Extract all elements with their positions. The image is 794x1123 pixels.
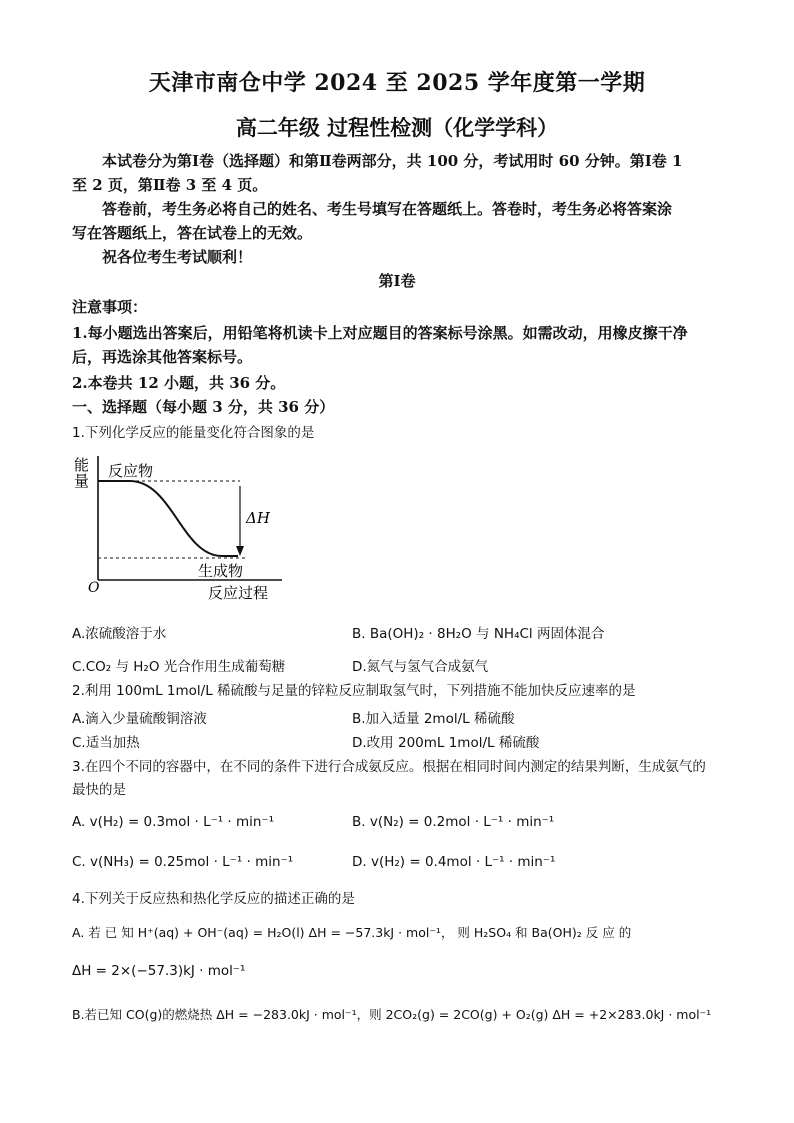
q2-option-d: D.改用 200mL 1mol/L 稀硫酸 [352, 735, 540, 751]
q2-stem: 2.利用 100mL 1mol/L 稀硫酸与足量的锌粒反应制取氢气时，下列措施不能加快反应速率的是 [72, 683, 636, 699]
energy-curve [98, 481, 238, 556]
exam-subtitle: 高二年级 过程性检测（化学学科） [235, 115, 559, 140]
energy-diagram [72, 448, 292, 606]
q3-stem-2: 最快的是 [72, 782, 126, 798]
x-label: 反应过程 [208, 584, 269, 602]
delta-arrowhead [236, 546, 244, 556]
q3-option-d: D. v(H₂) = 0.4mol · L⁻¹ · min⁻¹ [352, 854, 556, 870]
q3-option-a: A. v(H₂) = 0.3mol · L⁻¹ · min⁻¹ [72, 814, 274, 830]
part-heading: 一、选择题（每小题 3 分，共 36 分） [72, 398, 335, 416]
q2-option-c: C.适当加热 [72, 735, 140, 751]
q4-option-b: B.若已知 CO(g)的燃烧热 ΔH = −283.0kJ · mol⁻¹，则 2CO₂(g) = 2CO(g) + O₂(g) ΔH = +2×283.0kJ · mol⁻¹ [72, 1007, 712, 1022]
q1-option-c: C.CO₂ 与 H₂O 光合作用生成葡萄糖 [72, 659, 286, 675]
y-label-1: 能 [74, 456, 90, 474]
q3-option-c: C. v(NH₃) = 0.25mol · L⁻¹ · min⁻¹ [72, 854, 294, 870]
q1-option-d: D.氮气与氢气合成氨气 [352, 659, 489, 675]
q2-option-b: B.加入适量 2mol/L 稀硫酸 [352, 711, 515, 727]
q1-option-b: B. Ba(OH)₂ · 8H₂O 与 NH₄Cl 两固体混合 [352, 626, 605, 642]
note-1a: 1.每小题选出答案后，用铅笔将机读卡上对应题目的答案标号涂黑。如需改动，用橡皮擦干净 [72, 324, 688, 342]
section-title: 第Ⅰ卷 [378, 272, 416, 290]
q4-option-a-line-2: ΔH = 2×(−57.3)kJ · mol⁻¹ [72, 963, 246, 979]
intro-line-5: 祝各位考生考试顺利！ [102, 248, 253, 266]
intro-line-1: 本试卷分为第Ⅰ卷（选择题）和第Ⅱ卷两部分，共 100 分，考试用时 60 分钟。第Ⅰ卷 1 [102, 152, 683, 170]
reactant-label: 反应物 [108, 462, 154, 480]
q1-stem: 1.下列化学反应的能量变化符合图象的是 [72, 425, 315, 441]
notes-heading: 注意事项： [72, 298, 148, 316]
note-1b: 后，再选涂其他答案标号。 [72, 348, 253, 366]
q4-option-a-line-1: A. 若 已 知 H⁺(aq) + OH⁻(aq) = H₂O(l) ΔH = −57.3kJ · mol⁻¹， 则 H₂SO₄ 和 Ba(OH)₂ 反 应 的 [72, 925, 632, 940]
q3-option-b: B. v(N₂) = 0.2mol · L⁻¹ · min⁻¹ [352, 814, 555, 830]
q1-option-a: A.浓硫酸溶于水 [72, 626, 167, 642]
exam-title: 天津市南仓中学 2024 至 2025 学年度第一学期 [148, 70, 646, 96]
delta-h-label: ΔH [246, 509, 270, 527]
product-label: 生成物 [198, 562, 244, 580]
q2-option-a: A.滴入少量硫酸铜溶液 [72, 711, 207, 727]
intro-line-4: 写在答题纸上，答在试卷上的无效。 [72, 224, 313, 242]
note-2: 2.本卷共 12 小题，共 36 分。 [72, 374, 286, 392]
intro-line-2: 至 2 页，第Ⅱ卷 3 至 4 页。 [72, 176, 268, 194]
q3-stem-1: 3.在四个不同的容器中，在不同的条件下进行合成氨反应。根据在相同时间内测定的结果判断，生成氨气的 [72, 759, 706, 775]
y-label-2: 量 [74, 472, 90, 490]
origin-label: O [88, 580, 100, 596]
intro-line-3: 答卷前，考生务必将自己的姓名、考生号填写在答题纸上。答卷时，考生务必将答案涂 [102, 200, 673, 218]
q4-stem: 4.下列关于反应热和热化学反应的描述正确的是 [72, 891, 355, 907]
